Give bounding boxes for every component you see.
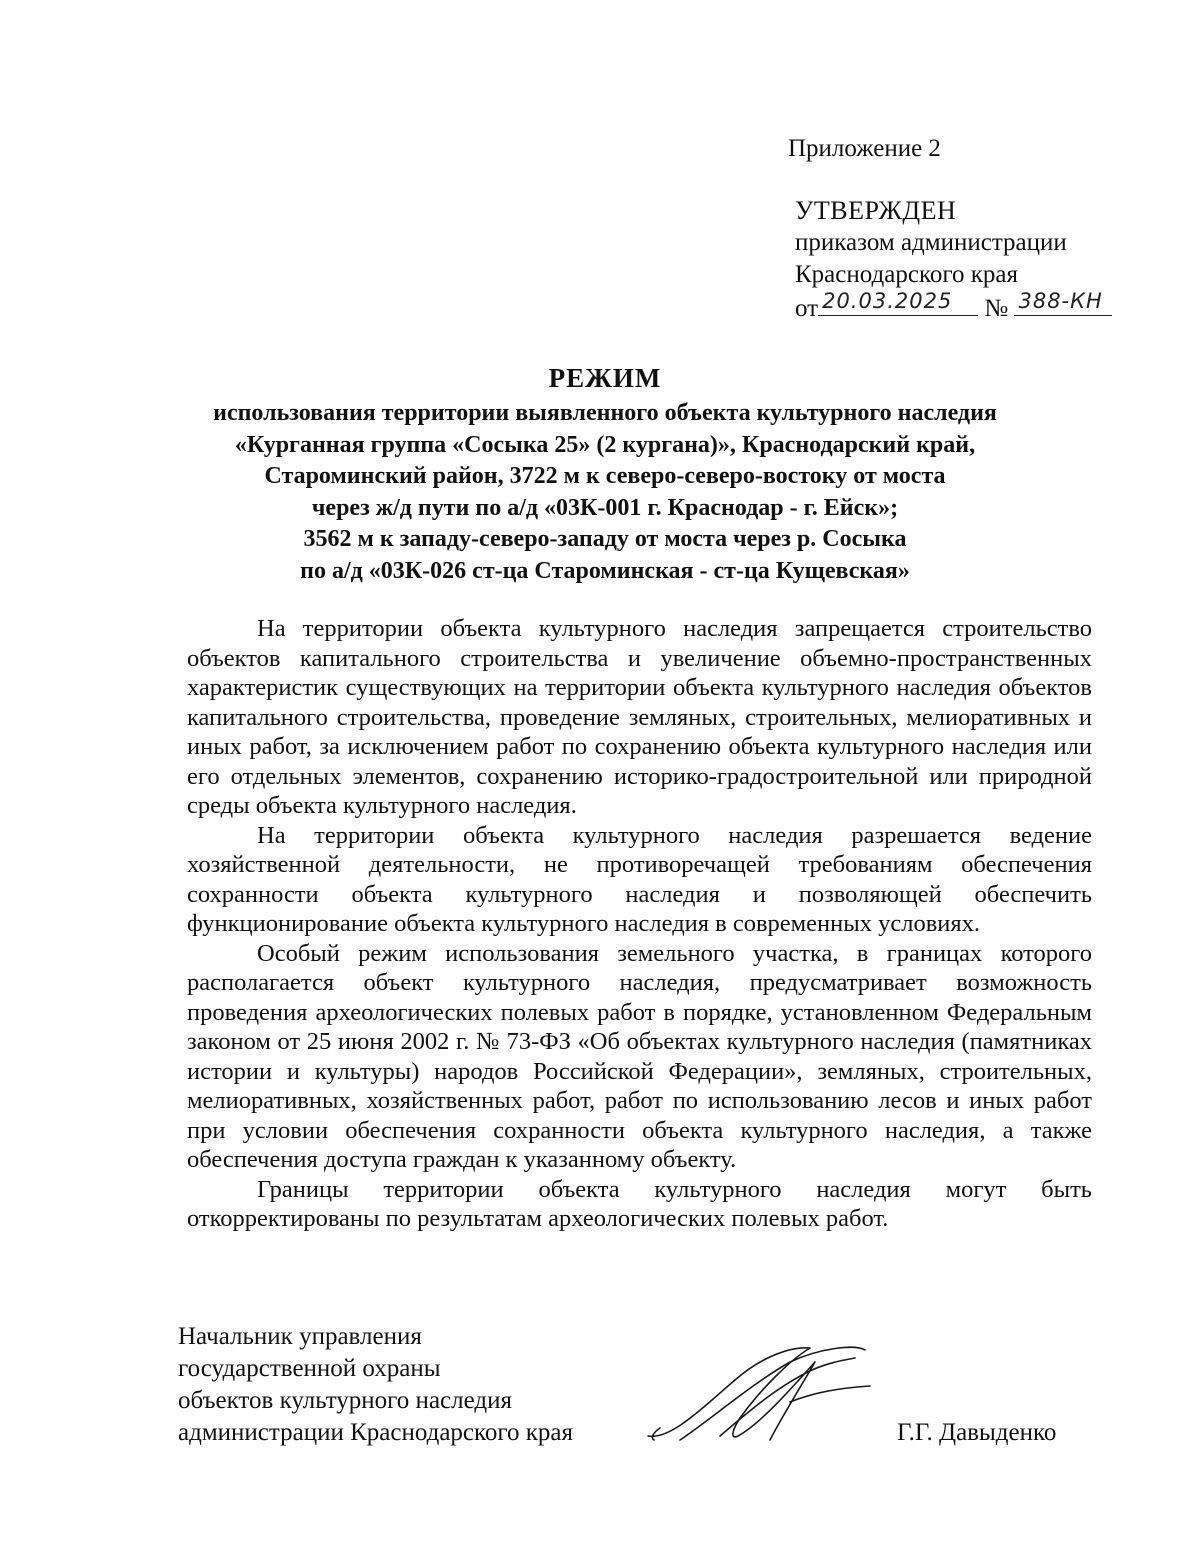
approval-line-2: Краснодарского края — [795, 261, 1018, 288]
signer-position-line: государственной охраны — [178, 1355, 441, 1382]
subtitle-line: Староминский район, 3722 м к северо-северо-востоку от моста — [264, 463, 946, 489]
document-title: РЕЖИМ — [548, 363, 662, 393]
body-paragraph: Границы территории объекта культурного наследия могут быть откорректированы по результатам археологических полевых работ. — [187, 1175, 1092, 1232]
handwritten-date: 20.03.2025 — [822, 289, 953, 313]
body-paragraph: Особый режим использования земельного участка, в границах которого располагается объект культурного наследия, предусматривает возможность проведения археологических полевых работ в порядке, установленном Федеральным законом от 25 июня 2002 г. № 73-ФЗ «Об объектах культурного наследия (памятниках истории и культуры) народов Российской Федерации», земляных, строительных, мелиоративных, хозяйственных работ, работ по использованию лесов и иных работ при условии обеспечения сохранности объекта культурного наследия, а также обеспечения доступа граждан к указанному объекту. — [187, 939, 1092, 1173]
approval-block — [795, 195, 1112, 325]
document-subtitle — [150, 398, 1060, 587]
body-paragraph: На территории объекта культурного наследия разрешается ведение хозяйственной деятельности, не противоречащей требованиям обеспечения сохранности объекта культурного наследия и позволяющей обеспечить функционирование объекта культурного наследия в современных условиях. — [187, 821, 1092, 937]
title-block — [150, 358, 1060, 587]
subtitle-line: через ж/д пути по а/д «03К-001 г. Краснодар - г. Ейск»; — [311, 494, 899, 521]
signer-position-line: объектов культурного наследия — [178, 1387, 512, 1414]
order-line — [795, 291, 1112, 325]
subtitle-line: по а/д «03К-026 ст-ца Староминская - ст-ца Кущевская» — [300, 557, 910, 584]
handwritten-signature — [640, 1340, 880, 1450]
approval-line-1: приказом администрации — [795, 229, 1067, 256]
approved-label: УТВЕРЖДЕН — [795, 196, 957, 225]
number-blank — [1014, 291, 1112, 316]
signer-position — [178, 1321, 573, 1449]
subtitle-line: 3562 м к западу-северо-западу от моста через р. Сосыка — [303, 526, 907, 552]
date-prefix: от — [795, 295, 819, 322]
number-prefix: № — [984, 295, 1009, 322]
signer-name: Г.Г. Давыденко — [897, 1419, 1057, 1446]
body-paragraph: На территории объекта культурного наследия запрещается строительство объектов капитального строительства и увеличение объемно-пространственных характеристик существующих на территории объекта культурного наследия объектов капитального строительства, проведение земляных, строительных, мелиоративных и иных работ, за исключением работ по сохранению объекта культурного наследия или его отдельных элементов, сохранению историко-градостроительной или природной среды объекта культурного наследия. — [187, 615, 1092, 819]
signer-position-line: Начальник управления — [178, 1323, 422, 1350]
date-blank — [818, 291, 978, 316]
subtitle-line: использования территории выявленного объекта культурного наследия — [213, 400, 997, 426]
appendix-label: Приложение 2 — [788, 135, 941, 162]
subtitle-line: «Курганная группа «Сосыка 25» (2 кургана)», Краснодарский край, — [234, 431, 976, 458]
document-body — [187, 614, 1092, 1234]
signer-position-line: администрации Краснодарского края — [178, 1419, 574, 1446]
handwritten-number: 388-КН — [1018, 289, 1103, 313]
